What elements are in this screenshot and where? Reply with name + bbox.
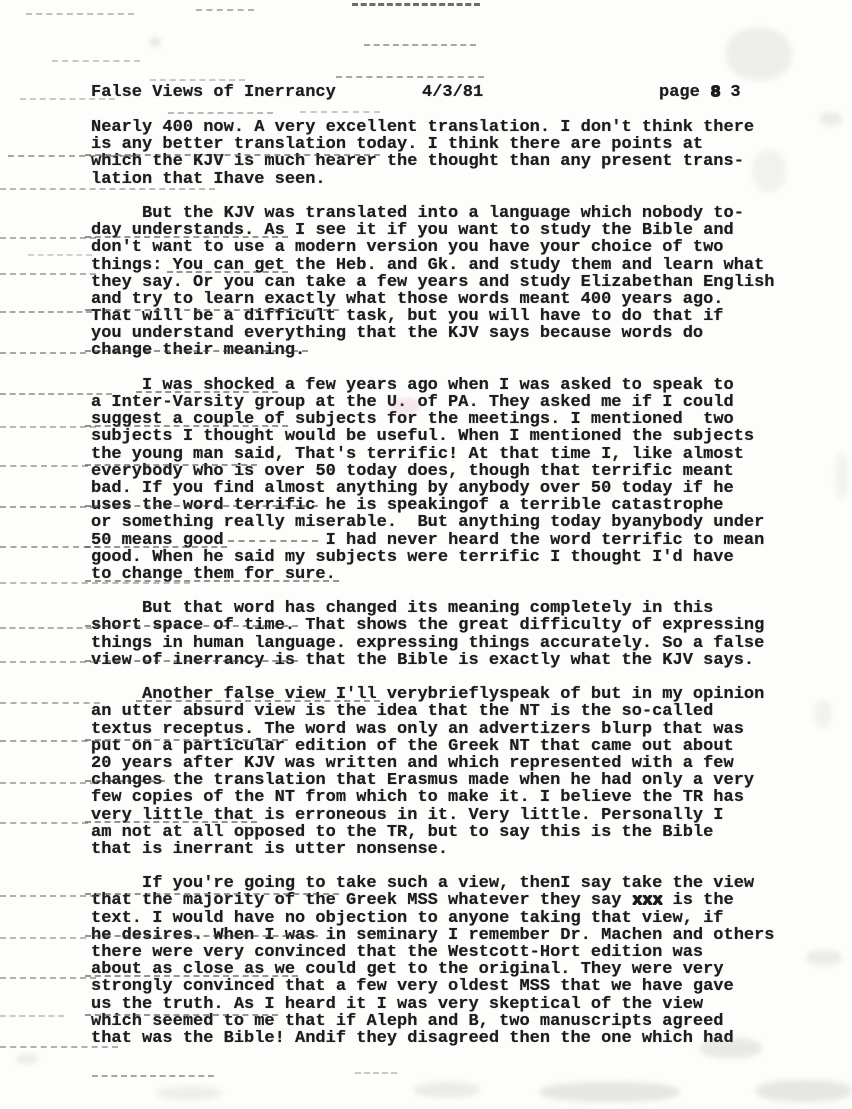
scan-artifact [20, 98, 115, 100]
scan-artifact [8, 155, 136, 157]
scan-artifact [300, 111, 380, 113]
pencil-mark: view of inerrancy is [91, 650, 296, 670]
pencil-mark: he desires. When I was [91, 925, 316, 945]
text-line: the young man said, That's terrific! At that time I, like almost [91, 444, 744, 464]
scan-artifact [836, 452, 848, 500]
scan-artifact [0, 237, 96, 239]
pencil-mark: day understands. As [91, 221, 285, 241]
pencil-mark: changes [91, 771, 163, 791]
paragraph [91, 119, 811, 188]
text-line: Nearly 400 now. A very excellent translation. I don't think there [91, 118, 755, 137]
scan-artifact [390, 398, 420, 414]
scan-artifact [26, 13, 134, 15]
pencil-mark: You can get [172, 255, 285, 275]
text-line: 20 years after KJV was written and which represented with a few [91, 753, 734, 773]
scan-artifact [355, 1072, 397, 1074]
scan-artifact [0, 546, 100, 548]
scan-artifact [0, 822, 88, 824]
scan-artifact [0, 582, 190, 584]
text-line: he desires. When I was in seminary I remember Dr. Machen and others [91, 925, 775, 945]
pencil-mark: everybody who is [91, 461, 255, 481]
scan-artifact [0, 311, 92, 313]
pencil-mark: which seemed to me [91, 1011, 275, 1031]
scan-artifact [0, 1015, 64, 1017]
paragraph [91, 600, 811, 669]
scan-artifact [0, 937, 86, 939]
scan-artifact [414, 1082, 480, 1098]
scan-artifact [0, 188, 215, 190]
scan-artifact [726, 28, 792, 80]
text-line: you understand everything that the KJV says because words do [91, 324, 704, 344]
scan-artifact [820, 112, 842, 126]
paragraph [91, 205, 811, 360]
text-line: day understands. As I see it if you want to study the Bible and [91, 221, 734, 241]
pencil-mark: xxx [631, 891, 663, 911]
paragraph [91, 686, 811, 858]
text-line: strongly convinced that a few very oldest MSS that we have gave [91, 977, 734, 997]
text-line: put on a particular edition of the Greek NT that came out about [91, 736, 734, 756]
document-title: False Views of Inerrancy [91, 83, 336, 102]
scan-artifact [0, 895, 96, 897]
scan-artifact [92, 1075, 214, 1077]
scan-artifact [28, 254, 92, 256]
scan-artifact [16, 1054, 38, 1064]
scan-artifact [352, 3, 480, 6]
scan-artifact [806, 950, 842, 966]
scan-artifact [700, 1038, 762, 1058]
scan-artifact [756, 1080, 852, 1102]
scan-artifact [0, 426, 96, 428]
scan-artifact [150, 38, 160, 46]
pencil-mark: change their meaning. [91, 341, 306, 361]
scan-artifact [0, 352, 86, 354]
text-line: that the majority of the Greek MSS whatever they say xxx is the [91, 891, 734, 911]
text-line: there were very convinced that the Westcott-Hort edition was [91, 943, 704, 962]
scan-artifact [196, 9, 254, 11]
scan-artifact [0, 782, 96, 784]
text-line: or something really miserable. But anything today byanybody under [91, 513, 765, 533]
scan-artifact [540, 1082, 680, 1102]
text-line: textus receptus. The word was only an advertizers blurp that was [91, 719, 744, 739]
text-line: But the KJV was translated into a language which nobody to- [142, 203, 744, 223]
pencil-mark: 50 means good [91, 530, 224, 550]
text-line: good. When he said my subjects were terrific I thought I'd have [91, 547, 734, 567]
pencil-mark: about as close as we [91, 960, 296, 980]
scan-artifact [0, 465, 88, 467]
page-label: page [659, 83, 711, 102]
pencil-mark: That will be a difficult [91, 307, 336, 327]
document-body [91, 119, 811, 1064]
pencil-mark: very little that [91, 805, 255, 825]
scan-artifact [0, 506, 96, 508]
pencil-mark: which the KJV is much hearer [91, 152, 377, 172]
text-line: Another false view I'll verybrieflyspeak of but in my opinion [142, 685, 765, 705]
scan-artifact [0, 393, 112, 395]
scan-artifact [0, 1046, 118, 1048]
text-line: bad. If you find almost anything by anybody over 50 today if he [91, 478, 734, 498]
text-line: us the truth. As I heard it I was very skeptical of the view [91, 994, 704, 1014]
scan-artifact [0, 273, 96, 275]
text-line: a Inter-Varsity group at the U. of PA. They asked me if I could [91, 393, 734, 412]
scan-artifact [364, 44, 476, 46]
text-line: text. I would have no objection to anyone taking that view, if [91, 908, 724, 928]
pencil-mark: suggest a couple of [91, 410, 285, 430]
pencil-mark [234, 531, 316, 550]
text-line: things: You can get the Heb. and Gk. and study them and learn what [91, 255, 765, 275]
text-line: am not at all opposed to the TR, but to say this is the Bible [91, 822, 714, 842]
text-line: changes the translation that Erasmus made when he had only a very [91, 771, 755, 791]
pencil-mark: short space of time. [91, 616, 296, 636]
scan-artifact [336, 76, 484, 78]
text-line: subjects I thought would be useful. When I mentioned the subjects [91, 427, 755, 447]
paragraph [91, 875, 811, 1047]
scan-artifact [0, 661, 96, 663]
pencil-mark: uses the word terrific [91, 496, 316, 516]
text-line: That will be a difficult task, but you will have to do that if [91, 307, 724, 327]
text-line: everybody who is over 50 today does, though that terrific meant [91, 461, 734, 481]
text-line: short space of time. That shows the great difficulty of expressing [91, 616, 765, 636]
text-line: view of inerrancy is that the Bible is exactly what the KJV says. [91, 650, 755, 670]
text-line: lation that Ihave seen. [91, 169, 326, 189]
scan-artifact [752, 150, 786, 192]
text-line: few copies of the NT from which to make it. I believe the TR has [91, 788, 744, 808]
scan-artifact [156, 1086, 222, 1100]
pencil-mark: put on a particular [91, 736, 285, 756]
text-line [91, 342, 811, 359]
text-line: If you're going to take such a view, thenI say take the view [142, 874, 755, 894]
text-line: and try to learn exactly what those words meant 400 years ago. [91, 289, 724, 309]
text-line: that was the Bible! Andif they disagreed then the one which had [91, 1028, 734, 1048]
text-line: very little that is erroneous in it. Very little. Personally I [91, 805, 724, 825]
text-line: which the KJV is much hearer the thought than any present trans- [91, 152, 744, 172]
scan-artifact [52, 60, 140, 62]
page-header [91, 84, 852, 102]
text-line: about as close as we could get to the original. They were very [91, 960, 724, 980]
scan-artifact [150, 79, 245, 81]
scan-artifact [0, 627, 92, 629]
text-line: that is inerrant is utter nonsense. [91, 839, 449, 859]
pencil-mark: Another false view I'll [142, 685, 377, 705]
text-line: uses the word terrific he is speakingof a terrible catastrophe [91, 496, 724, 516]
scan-artifact [168, 112, 273, 114]
text-line: suggest a couple of subjects for the meetings. I mentioned two [91, 410, 734, 430]
text-line: things in human language. expressing things accurately. So a false [91, 633, 765, 653]
text-line: is any better translation today. I think there are points at [91, 135, 704, 155]
page-number [659, 84, 741, 101]
text-line: 50 means good I had never heard the word terrific to mean [91, 530, 765, 550]
scan-artifact [0, 977, 96, 979]
text-line: But that word has changed its meaning completely in this [142, 599, 714, 619]
pencil-mark: that the majority of the [91, 891, 336, 911]
text-line [91, 566, 811, 583]
text-line: they say. Or you can take a few years and study Elizabethan English [91, 272, 775, 292]
overstruck-digit: 8 [710, 83, 721, 102]
text-line: which seemed to me that if Aleph and B, two manuscripts agreed [91, 1011, 724, 1031]
paragraph [91, 377, 811, 583]
text-line: an utter absurd view is the idea that the NT is the so-called [91, 702, 714, 722]
page-digit: 3 [720, 83, 741, 102]
text-line: I was shocked a few years ago when I was asked to speak to [142, 375, 734, 395]
scan-artifact [0, 740, 108, 742]
scan-artifact [814, 700, 832, 728]
pencil-mark: I was shocked [142, 375, 275, 395]
document-date: 4/3/81 [422, 83, 484, 102]
text-line: don't want to use a modern version you have your choice of two [91, 238, 724, 258]
pencil-mark: to change them for sure. [91, 564, 336, 584]
scan-artifact [0, 702, 100, 704]
